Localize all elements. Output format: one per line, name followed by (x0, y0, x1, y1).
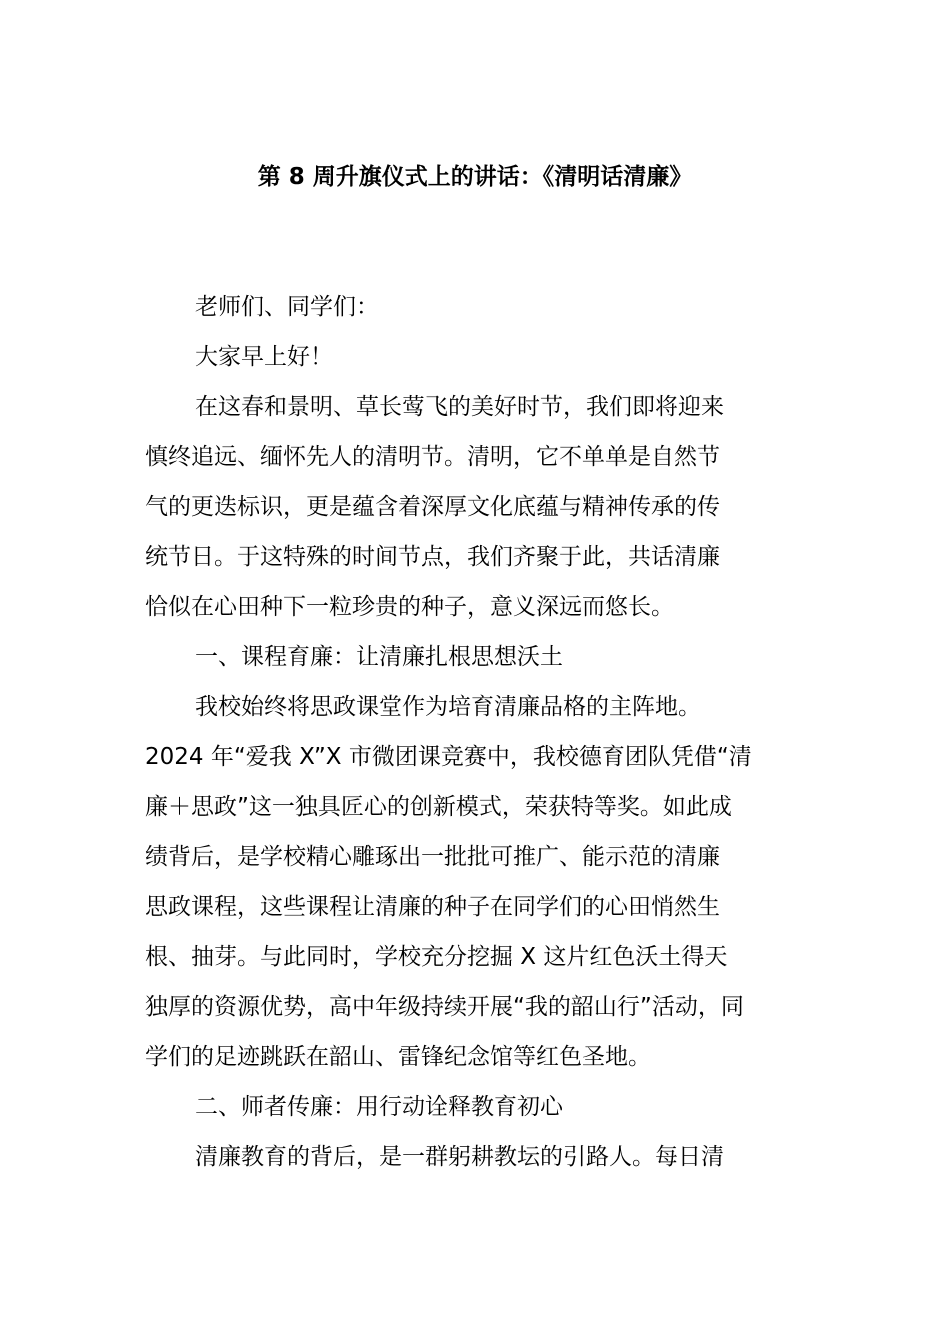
text-line: 气的更迭标识，更是蕴含着深厚文化底蕴与精神传承的传 (145, 494, 720, 520)
text-line: 在这春和景明、草长莺飞的美好时节，我们即将迎来 (195, 394, 724, 420)
text-line: 清廉教育的背后，是一群躬耕教坛的引路人。每日清 (195, 1144, 724, 1170)
text-line: 思政课程，这些课程让清廉的种子在同学们的心田悄然生 (145, 894, 720, 920)
section-heading: 二、师者传廉：用行动诠释教育初心 (195, 1094, 563, 1120)
text-line: 独厚的资源优势，高中年级持续开展“我的韶山行”活动，同 (145, 994, 744, 1020)
text-line: 学们的足迹跳跃在韶山、雷锋纪念馆等红色圣地。 (145, 1044, 651, 1070)
text-line: 根、抽芽。与此同时，学校充分挖掘 X 这片红色沃土得天 (145, 944, 728, 970)
text-line: 2024 年“爱我 X”X 市微团课竞赛中，我校德育团队凭借“清 (145, 744, 752, 770)
text-line: 老师们、同学们： (195, 294, 379, 320)
text-line: 绩背后，是学校精心雕琢出一批批可推广、能示范的清廉 (145, 844, 720, 870)
text-line: 慎终追远、缅怀先人的清明节。清明，它不单单是自然节 (145, 444, 720, 470)
text-line: 廉＋思政”这一独具匠心的创新模式，荣获特等奖。如此成 (145, 794, 732, 820)
document-title: 第 8 周升旗仪式上的讲话：《清明话清廉》 (257, 164, 693, 190)
document-body (145, 282, 807, 1182)
text-line: 统节日。于这特殊的时间节点，我们齐聚于此，共话清廉 (145, 544, 720, 570)
section-heading: 一、课程育廉：让清廉扎根思想沃土 (195, 644, 563, 670)
text-line: 大家早上好！ (195, 344, 333, 370)
text-line: 恰似在心田种下一粒珍贵的种子，意义深远而悠长。 (145, 594, 674, 620)
text-line: 我校始终将思政课堂作为培育清廉品格的主阵地。 (195, 694, 701, 720)
